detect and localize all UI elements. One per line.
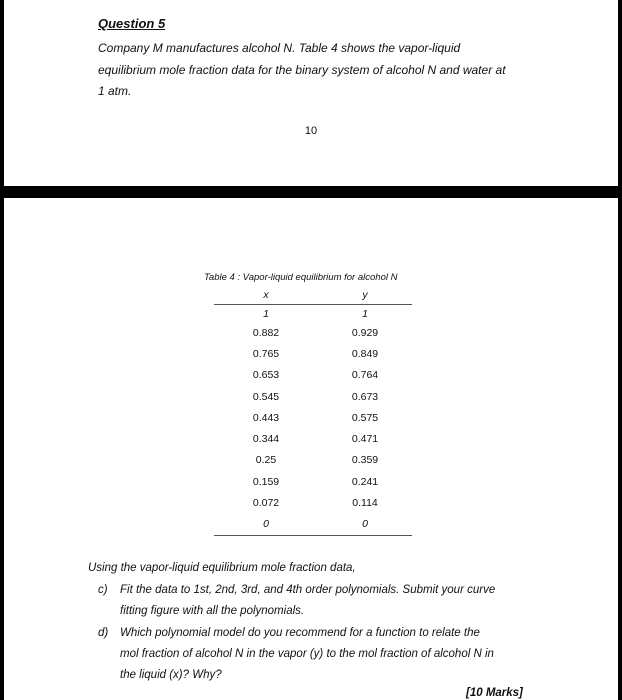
item-line: mol fraction of alcohol N in the vapor (y) to the mol fraction of alcohol N in: [120, 648, 494, 660]
table-row: [214, 386, 412, 407]
table-row: [214, 514, 412, 536]
item-text: [120, 623, 530, 686]
table-caption-text: : Vapor-liquid equilibrium for alcohol N: [234, 272, 398, 283]
document-page-bottom: [4, 198, 618, 700]
table-header-row: [214, 286, 412, 305]
cell-y: 0.929: [351, 326, 379, 339]
column-header-y: y: [318, 286, 412, 305]
cell-x: 0.653: [252, 369, 280, 382]
cell-x: 0.25: [255, 454, 277, 467]
item-line: Which polynomial model do you recommend for a function to relate the: [120, 627, 480, 639]
table-caption-prefix: Table 4: [204, 272, 235, 283]
item-line: the liquid (x)? Why?: [120, 669, 222, 681]
instructions-text: Using the vapor-liquid equilibrium mole fraction data,: [88, 562, 356, 574]
table-row: [214, 407, 412, 428]
cell-x: 0.545: [252, 390, 280, 403]
table-row: [214, 365, 412, 386]
cell-x: 0.072: [252, 497, 280, 510]
table-row: [214, 471, 412, 492]
item-line: fitting figure with all the polynomials.: [120, 605, 305, 617]
cell-x: 0: [214, 514, 318, 536]
item-label: d): [98, 627, 109, 639]
table-row: [214, 428, 412, 449]
cell-y: 0.575: [351, 411, 379, 424]
cell-y: 1: [362, 307, 368, 320]
cell-y: 0.114: [352, 497, 378, 510]
page-number: 10: [304, 125, 318, 137]
table-row: [214, 450, 412, 471]
table-caption: [204, 272, 397, 283]
question-line: 1 atm.: [98, 84, 132, 98]
cell-y: 0.241: [351, 475, 379, 488]
item-label: c): [98, 584, 108, 596]
cell-x: 0.882: [252, 326, 280, 339]
item-text: [120, 580, 530, 622]
question-line: equilibrium mole fraction data for the binary system of alcohol N and water at: [98, 62, 506, 77]
cell-y: 0.471: [351, 433, 379, 446]
table-row: [214, 343, 412, 364]
table-row: [214, 305, 412, 323]
cell-x: 0.765: [252, 347, 280, 360]
question-line: Company M manufactures alcohol N. Table 4 shows the vapor-liquid: [98, 41, 461, 55]
question-body: [98, 38, 528, 103]
table-row: [214, 492, 412, 513]
document-page-top: [4, 0, 618, 186]
cell-y: 0: [318, 514, 412, 536]
cell-x: 0.443: [252, 411, 280, 424]
cell-x: 0.159: [252, 475, 280, 488]
cell-y: 0.673: [351, 390, 379, 403]
column-header-x: x: [214, 286, 318, 305]
cell-x: 0.344: [252, 433, 280, 446]
vle-table: [214, 286, 412, 536]
marks-label: [10 Marks]: [466, 687, 523, 699]
table-row: [214, 322, 412, 343]
question-title: Question 5: [98, 16, 166, 31]
cell-y: 0.359: [351, 454, 379, 467]
cell-y: 0.764: [351, 369, 379, 382]
cell-x: 1: [263, 307, 269, 320]
item-line: Fit the data to 1st, 2nd, 3rd, and 4th order polynomials. Submit your curve: [120, 584, 496, 596]
cell-y: 0.849: [351, 347, 379, 360]
